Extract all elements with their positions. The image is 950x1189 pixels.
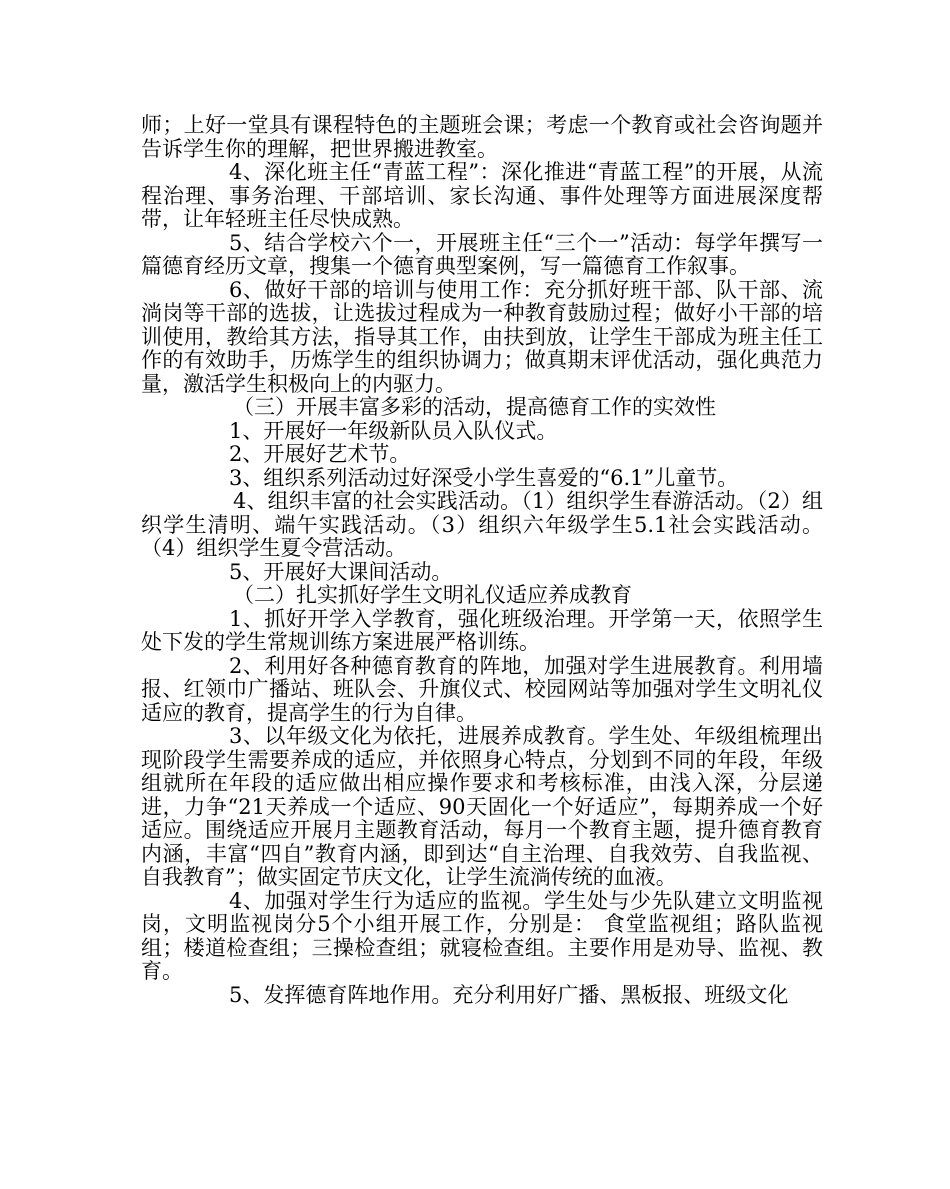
paragraph: 2、利用好各种德育教育的阵地，加强对学生进展教育。利用墙报、红领巾广播站、班队会、升旗仪式、校园网站等加强对学生文明礼仪适应的教育，提高学生的行为自律。 [141,653,823,725]
paragraph: 4、深化班主任“青蓝工程”：深化推进“青蓝工程”的开展，从流程治理、事务治理、干部培训、家长沟通、事件处理等方面进展深度帮带，让年轻班主任尽快成熟。 [141,160,823,231]
paragraph: 1、抓好开学入学教育，强化班级治理。开学第一天，依照学生处下发的学生常规训练方案进展严格训练。 [141,606,823,654]
paragraph: 4、加强对学生行为适应的监视。学生处与少先队建立文明监视岗，文明监视岗分5个小组开展工作，分别是： 食堂监视组；路队监视组；楼道检查组；三操检查组；就寝检查组。主要作用是劝导、监视、教育。 [141,888,823,983]
paragraph: 5、结合学校六个一，开展班主任“三个一”活动：每学年撰写一篇德育经历文章，搜集一个德育典型案例，写一篇德育工作叙事。 [141,230,823,278]
section-heading: （二）扎实抓好学生文明礼仪适应养成教育 [233,583,632,607]
paragraph: 6、做好干部的培训与使用工作：充分抓好班干部、队干部、流淌岗等干部的选拔，让选拔过程成为一种教育鼓励过程；做好小干部的培训使用，教给其方法，指导其工作，由扶到放，让学生干部成为班主任工作的有效助手，历炼学生的组织协调力；做真期末评优活动，强化典范力量，激活学生积极向上的内驱力。 [141,277,823,396]
paragraph: 3、组织系列活动过好深受小学生喜爱的“6.1”儿童节。 [229,465,739,490]
paragraph: 师；上好一堂具有课程特色的主题班会课；考虑一个教育或社会咨询题并告诉学生你的理解，把世界搬进教室。 [141,113,823,161]
section-heading: （三）开展丰富多彩的活动，提高德育工作的实效性 [233,395,716,419]
paragraph: 1、开展好一年级新队员入队仪式。 [229,418,558,443]
document-body [141,114,823,1007]
paragraph: 4、组织丰富的社会实践活动。（1）组织学生春游活动。（2）组织学生清明、端午实践活动。（3）组织六年级学生5.1社会实践活动。 （4）组织学生夏令营活动。 [141,489,823,560]
paragraph: 5、开展好大课间活动。 [229,559,453,584]
paragraph: 3、以年级文化为依托，进展养成教育。学生处、年级组梳理出现阶段学生需要养成的适应，并依照身心特点，分划到不同的年段，年级组就所在年段的适应做出相应操作要求和考核标准，由浅入深，分层递进，力争“21天养成一个适应、90天固化一个好适应”，每期养成一个好适应。围绕适应开展月主题教育活动，每月一个教育主题，提升德育教育内涵，丰富“四自”教育内涵，即到达“自主治理、自我效劳、自我监视、自我教育”；做实固定节庆文化，让学生流淌传统的血液。 [141,724,823,889]
paragraph: 5、发挥德育阵地作用。充分利用好广播、黑板报、班级文化 [229,982,789,1007]
paragraph: 2、开展好艺术节。 [229,442,411,466]
